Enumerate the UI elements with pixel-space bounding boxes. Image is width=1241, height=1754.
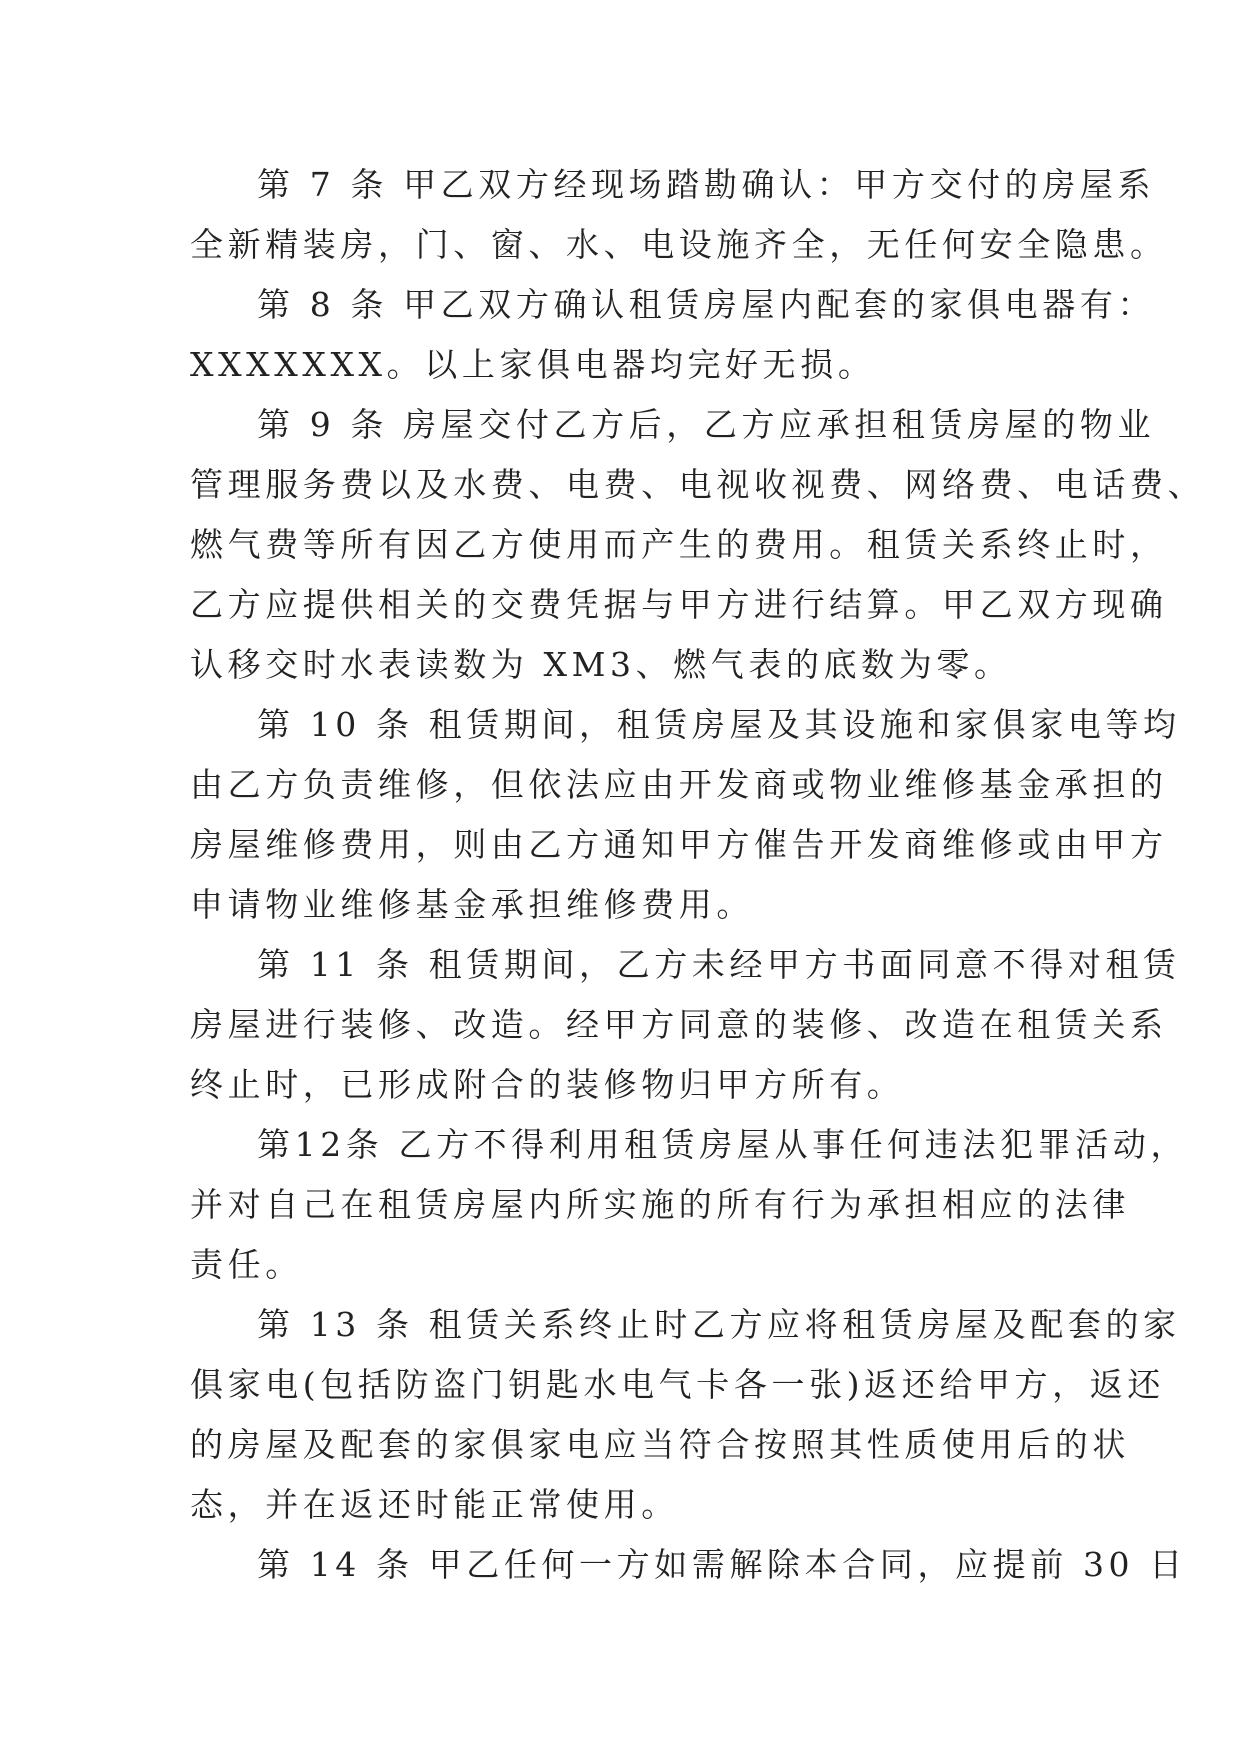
- text-line: 第 11 条 租赁期间，乙方未经甲方书面同意不得对租赁: [257, 945, 1181, 984]
- text-line: 由乙方负责维修，但依法应由开发商或物业维修基金承担的: [190, 765, 1168, 804]
- text-line: 第 7 条 甲乙双方经现场踏勘确认：甲方交付的房屋系: [257, 165, 1156, 204]
- text-line: 认移交时水表读数为 XM3、燃气表的底数为零。: [190, 645, 1012, 684]
- text-line: 第 14 条 甲乙任何一方如需解除本合同，应提前 30 日: [257, 1545, 1187, 1584]
- text-line: 责任。: [190, 1245, 303, 1284]
- text-line: 管理服务费以及水费、电费、电视收视费、网络费、电话费、: [190, 465, 1206, 504]
- text-line: 的房屋及配套的家俱家电应当符合按照其性质使用后的状: [190, 1425, 1130, 1464]
- text-line: 第 10 条 租赁期间，租赁房屋及其设施和家俱家电等均: [257, 705, 1181, 744]
- text-line: 第 8 条 甲乙双方确认租赁房屋内配套的家俱电器有：: [257, 285, 1156, 324]
- text-line: XXXXXXX。以上家俱电器均完好无损。: [190, 345, 876, 384]
- text-line: 申请物业维修基金承担维修费用。: [190, 885, 754, 924]
- text-line: 乙方应提供相关的交费凭据与甲方进行结算。甲乙双方现确: [190, 585, 1168, 624]
- text-line: 俱家电(包括防盗门钥匙水电气卡各一张)返还给甲方，返还: [190, 1365, 1165, 1404]
- text-line: 房屋维修费用，则由乙方通知甲方催告开发商维修或由甲方: [190, 825, 1168, 864]
- text-line: 态，并在返还时能正常使用。: [190, 1485, 679, 1524]
- text-line: 第 9 条 房屋交付乙方后，乙方应承担租赁房屋的物业: [257, 405, 1156, 444]
- text-line: 并对自己在租赁房屋内所实施的所有行为承担相应的法律: [190, 1185, 1130, 1224]
- text-line: 房屋进行装修、改造。经甲方同意的装修、改造在租赁关系: [190, 1005, 1168, 1044]
- text-line: 燃气费等所有因乙方使用而产生的费用。租赁关系终止时，: [190, 525, 1168, 564]
- text-line: 全新精装房，门、窗、水、电设施齐全，无任何安全隐患。: [190, 225, 1168, 264]
- text-line: 终止时，已形成附合的装修物归甲方所有。: [190, 1065, 905, 1104]
- text-line: 第12条 乙方不得利用租赁房屋从事任何违法犯罪活动，: [257, 1125, 1189, 1164]
- text-line: 第 13 条 租赁关系终止时乙方应将租赁房屋及配套的家: [257, 1305, 1181, 1344]
